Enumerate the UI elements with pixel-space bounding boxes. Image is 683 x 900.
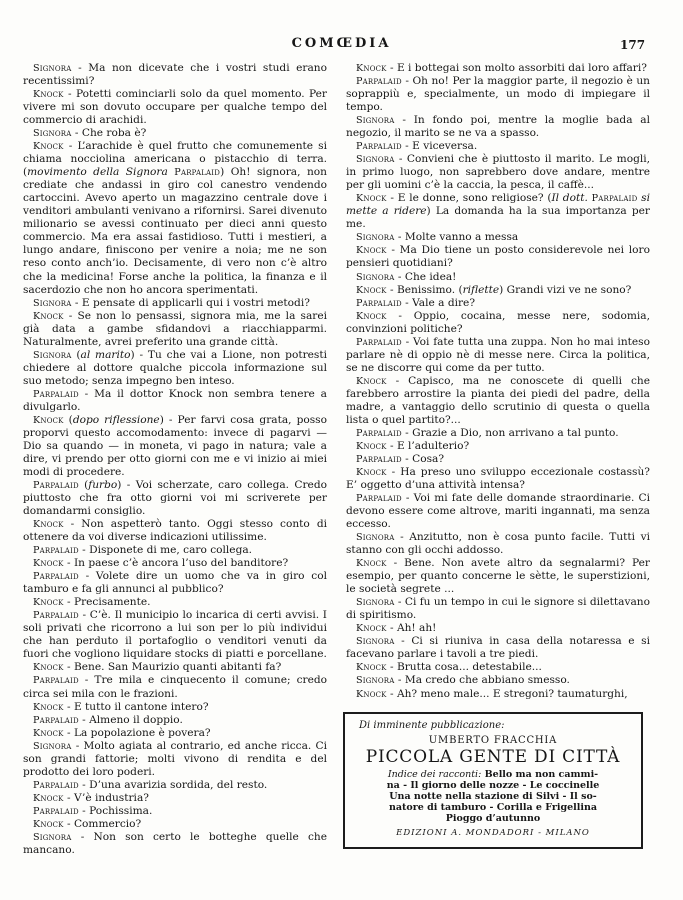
speaker-name: Parpalaid (33, 675, 79, 687)
stage-direction: riflette (462, 283, 500, 296)
dialogue-text: - Volete dire un uomo che va in giro col tamburo e fa gli annunci al pubblico? (23, 570, 327, 596)
speaker-name: Signora (356, 597, 395, 609)
speaker-name: Signora (356, 232, 395, 244)
dialogue-text: ) La domanda ha la sua importanza per me. (346, 205, 650, 231)
dialogue-text: ) - Tu che vai a Lione, non potresti chiedere al dottore qualche piccola informazione sul suo metodo; senza impegno ben inteso. (23, 348, 327, 387)
dialogue-text: - Che idea! (394, 270, 457, 283)
dialogue-text: - Ah! ah! (386, 622, 437, 635)
dialogue-text: - Non son certo le botteghe quelle che mancano. (23, 830, 327, 856)
dialogue-paragraph (346, 622, 650, 635)
speaker-name: Knock (33, 792, 64, 804)
speaker-name: Knock (356, 623, 387, 635)
ad-publisher: EDIZIONI A. MONDADORI - MILANO (396, 828, 590, 838)
dialogue-paragraph (346, 635, 650, 661)
dialogue-text: - Anzitutto, non è cosa punto facile. Tutti vi stanno con gli occhi addosso. (346, 531, 650, 557)
speaker-name: Knock (33, 727, 64, 739)
dialogue-paragraph (23, 727, 327, 740)
dialogue-text: - Potetti cominciarli solo da quel momento. Per vivere mi son dovuto occupare per qualche tempo del commercio di arachidi. (23, 88, 327, 127)
speaker-name: Parpalaid (33, 545, 79, 557)
dialogue-text: - Non aspetterò tanto. Oggi stesso conto di ottenere da voi diverse indicazioni utilissime. (23, 518, 327, 544)
stage-direction: Il dott. (551, 192, 592, 205)
dialogue-text: ( (71, 348, 81, 361)
speaker-name: Parpalaid (356, 493, 402, 505)
dialogue-paragraph (346, 440, 650, 453)
dialogue-text: - Convieni che è piuttosto il marito. Le mogli, in primo luogo, non saprebbero dove andare, mentre per gli uomini c’è la caccia, la pesca, il caffè... (346, 153, 650, 192)
dialogue-text: - Molte vanno a messa (394, 231, 519, 244)
speaker-name: Knock (33, 519, 64, 531)
speaker-name: Signora (33, 128, 72, 140)
speaker-name: Parpalaid (356, 76, 402, 88)
dialogue-text: - Pochissima. (78, 804, 153, 817)
dialogue-text: ) Oh! signora, non crediate che andassi in giro col canestro vendendo cartoccini. Avevo aperto un magazzino centrale dove i venditori ambulanti venivano a rifornirsi. Sarei divenuto milionario se avessi continuato per dieci anni questo commercio. Ma era assai fastidioso. Tutti i mestieri, a lungo andare, finiscono per venire a noia; me ne son reso conto anch’io. Decisamente, di vero non c’è altro che la medicina! Forse anche la politica, la finanza e il sacerdozio che non ho ancora sperimentati. (23, 166, 327, 296)
speaker-name: Knock (356, 375, 387, 387)
dialogue-text: - Voi mi fate delle domande straordinarie. Ci devono essere come altrove, mariti ingannati, ma senza eccesso. (346, 492, 650, 531)
dialogue-paragraph (346, 492, 650, 531)
dialogue-paragraph (23, 714, 327, 727)
dialogue-text: - Oppio, cocaina, messe nere, sodomia, convinzioni politiche? (346, 309, 650, 335)
dialogue-paragraph (346, 336, 650, 375)
speaker-name: Signora (356, 115, 395, 127)
dialogue-text: - Voi fate tutta una zuppa. Non ho mai inteso parlare nè di oppio nè di messe nere. Circa la politica, se ne discorre qui come da per tutto. (346, 335, 650, 374)
dialogue-paragraph (23, 388, 327, 414)
dialogue-text: - Ci si riuniva in casa della notaressa e si facevano parlare i tavoli a tre piedi. (346, 635, 650, 661)
dialogue-text: - La popolazione è povera? (63, 726, 211, 739)
ad-author: UMBERTO FRACCHIA (428, 735, 558, 746)
dialogue-text: - V’è industria? (63, 791, 149, 804)
dialogue-paragraph (23, 779, 327, 792)
speaker-name: Parpalaid (33, 388, 79, 400)
dialogue-text: - Bene. San Maurizio quanti abitanti fa? (63, 661, 282, 674)
dialogue-paragraph (23, 661, 327, 674)
dialogue-text: - Ci fu un tempo in cui le signore si dilettavano di spiritismo. (346, 596, 650, 622)
dialogue-paragraph (346, 466, 650, 492)
dialogue-paragraph (23, 792, 327, 805)
ad-contents-label: Indice dei racconti: (387, 769, 482, 780)
dialogue-paragraph (23, 310, 327, 349)
dialogue-text: - E l’adulterio? (386, 439, 470, 452)
dialogue-text: - Capisco, ma ne conoscete di quelli che farebbero arrostire la pianta dei piedi del padre, della madre, a vantaggio dello scrutinio di questa o quella lista o quel partito?... (346, 374, 650, 426)
dialogue-paragraph (346, 75, 650, 114)
ad-contents-text: Bello ma non cammi- (484, 769, 599, 780)
dialogue-paragraph (346, 674, 650, 687)
dialogue-text: - E pensate di applicarli qui i vostri metodi? (71, 296, 310, 309)
dialogue-paragraph (346, 284, 650, 297)
dialogue-paragraph (346, 557, 650, 596)
speaker-name: Parpalaid (33, 805, 79, 817)
speaker-name: Knock (33, 141, 64, 153)
dialogue-text: - Commercio? (63, 817, 142, 830)
dialogue-paragraph (23, 570, 327, 596)
dialogue-paragraph (346, 453, 650, 466)
dialogue-text: - Molto agiata al contrario, ed anche ricca. Ci son grandi fattorie; molti vivono di rendita e del prodotto dei loro poderi. (23, 739, 327, 778)
dialogue-paragraph (23, 596, 327, 609)
dialogue-paragraph (23, 831, 327, 857)
speaker-name: Parpalaid (356, 427, 402, 439)
dialogue-text: - In paese c’è ancora l’uso del banditore? (63, 557, 289, 570)
speaker-name: Knock (356, 284, 387, 296)
dialogue-text: - Benissimo. ( (386, 283, 463, 296)
dialogue-text: - Ma credo che abbiano smesso. (394, 674, 570, 687)
speaker-name: Parpalaid (174, 167, 221, 179)
dialogue-text: - E tutto il cantone intero? (63, 700, 209, 713)
dialogue-paragraph (23, 544, 327, 557)
speaker-name: Knock (33, 89, 64, 101)
speaker-name: Signora (33, 63, 72, 74)
speaker-name: Knock (356, 310, 387, 322)
speaker-name: Knock (356, 466, 387, 478)
dialogue-text: - Bene. Non avete altro da segnalarmi? Per esempio, per quanto concerne le sètte, le superstizioni, le società segrete ... (346, 557, 650, 596)
ad-contents (345, 769, 641, 824)
speaker-name: Knock (33, 558, 64, 570)
dialogue-paragraph (346, 661, 650, 674)
speaker-name: Parpalaid (591, 193, 638, 205)
ad-contents-line: na - Il giorno delle nozze - Le coccinelle (386, 780, 600, 791)
stage-direction: dopo riflessione (72, 413, 160, 426)
dialogue-paragraph (346, 310, 650, 336)
dialogue-paragraph (346, 244, 650, 270)
dialogue-text: - Ha preso uno sviluppo eccezionale costassù? E’ oggetto d’una attività intensa? (346, 465, 650, 491)
dialogue-text: - Grazie a Dio, non arrivano a tal punto. (401, 426, 619, 439)
advertisement-box (343, 712, 643, 849)
speaker-name: Parpalaid (33, 779, 79, 791)
ad-contents-line: natore di tamburo - Corilla e Frigellina (388, 802, 598, 813)
dialogue-paragraph (23, 414, 327, 479)
dialogue-paragraph (346, 114, 650, 140)
ad-intro: Di imminente pubblicazione: (359, 720, 505, 731)
speaker-name: Knock (356, 688, 387, 700)
speaker-name: Signora (356, 271, 395, 283)
dialogue-text: - Precisamente. (63, 596, 151, 609)
dialogue-text: - Disponete di me, caro collega. (78, 544, 253, 557)
stage-direction: movimento della Signora (27, 166, 175, 179)
ad-book-title: PICCOLA GENTE DI CITTÀ (365, 747, 621, 767)
speaker-name: Signora (356, 636, 395, 648)
dialogue-paragraph (23, 88, 327, 127)
speaker-name: Knock (356, 193, 387, 205)
speaker-name: Signora (33, 297, 72, 309)
dialogue-text: - Se non lo pensassi, signora mia, me la sarei già data a gambe sfidandovi a riacchiapparmi. Naturalmente, avrei preferito una grande città. (23, 309, 327, 348)
speaker-name: Knock (356, 63, 387, 74)
dialogue-text: ) Grandi vizi ve ne sono? (499, 283, 632, 296)
dialogue-paragraph (346, 62, 650, 75)
dialogue-paragraph (346, 688, 650, 701)
speaker-name: Parpalaid (33, 480, 79, 491)
dialogue-paragraph (23, 818, 327, 831)
dialogue-text: - C’è. Il municipio lo incarica di certi avvisi. I soli privati che ricorrono a lui son per lo più individui che han perduto il portafoglio o venditori venuti da fuori che vogliono liquidare stocks di piatti e porcellane. (23, 609, 327, 661)
dialogue-text: - Cosa? (401, 452, 445, 465)
dialogue-text: - Brutta cosa... detestabile... (386, 661, 542, 674)
speaker-name: Signora (356, 532, 395, 544)
speaker-name: Knock (356, 558, 387, 570)
dialogue-paragraph (346, 596, 650, 622)
dialogue-paragraph (23, 140, 327, 296)
speaker-name: Signora (356, 675, 395, 687)
speaker-name: Knock (356, 662, 387, 674)
dialogue-text: - E i bottegai son molto assorbiti dai loro affari? (386, 62, 647, 74)
ad-contents-line: Una notte nella stazione di Silvi - Il so- (389, 791, 597, 802)
speaker-name: Parpalaid (33, 610, 79, 622)
speaker-name: Signora (356, 154, 395, 166)
dialogue-paragraph (23, 805, 327, 818)
dialogue-text: - Ma non dicevate che i vostri studi erano recentissimi? (23, 62, 327, 88)
dialogue-text: ) - Per farvi cosa grata, posso proporvi questo accomodamento: invece di pagarvi — Dio sa quando — in moneta, vi pago in natura; vale a dire, vi prendo per otto giorni con me e vi inizio ai miei modi di procedere. (23, 413, 327, 478)
speaker-name: Knock (33, 701, 64, 713)
dialogue-paragraph (23, 518, 327, 544)
dialogue-text: ( (63, 413, 73, 426)
dialogue-text: - L’arachide è quel frutto che comunemente si chiama nocciolina americana o pistacchio di terra. ( (23, 140, 327, 179)
page-number: 177 (620, 38, 646, 52)
speaker-name: Parpalaid (33, 714, 79, 726)
speaker-name: Knock (33, 310, 64, 322)
dialogue-text: - Ma Dio tiene un posto considerevole nei loro pensieri quotidiani? (346, 244, 650, 270)
dialogue-paragraph (346, 231, 650, 244)
dialogue-paragraph (23, 740, 327, 779)
stage-direction: furbo (88, 479, 118, 491)
speaker-name: Parpalaid (356, 297, 402, 309)
speaker-name: Knock (33, 818, 64, 830)
dialogue-text: - Oh no! Per la maggior parte, il negozio è un soprappiù e, specialmente, un modo di impiegare il tempo. (346, 75, 650, 114)
dialogue-text: - Ah? meno male... E stregoni? taumaturghi, (386, 687, 628, 700)
journal-title: COMŒDIA (291, 36, 392, 51)
speaker-name: Knock (33, 597, 64, 609)
speaker-name: Parpalaid (356, 141, 402, 153)
speaker-name: Knock (356, 440, 387, 452)
speaker-name: Knock (33, 662, 64, 674)
speaker-name: Parpalaid (356, 453, 402, 465)
dialogue-paragraph (23, 557, 327, 570)
dialogue-paragraph (346, 140, 650, 153)
ad-contents-line: Pioggo d’autunno (445, 813, 541, 824)
dialogue-text: - Vale a dire? (401, 296, 475, 309)
speaker-name: Knock (356, 245, 387, 257)
dialogue-text: ( (78, 479, 89, 491)
speaker-name: Signora (33, 831, 72, 843)
dialogue-paragraph (23, 297, 327, 310)
left-text-column (23, 62, 327, 857)
dialogue-paragraph (346, 297, 650, 310)
dialogue-paragraph (346, 192, 650, 231)
dialogue-text: ) - Voi scherzate, caro collega. Credo piuttosto che fra otto giorni voi mi scriverete per domandarmi consiglio. (23, 479, 327, 518)
dialogue-text: - Che roba è? (71, 127, 147, 140)
stage-direction: si mette a ridere (346, 192, 650, 218)
dialogue-paragraph (23, 674, 327, 700)
dialogue-paragraph (346, 153, 650, 192)
dialogue-paragraph (346, 271, 650, 284)
dialogue-paragraph (346, 375, 650, 427)
dialogue-paragraph (23, 701, 327, 714)
dialogue-text: - Tre mila e cinquecento il comune; credo circa sei mila con le frazioni. (23, 674, 327, 700)
dialogue-text: - In fondo poi, mentre la moglie bada al negozio, il marito se ne va a spasso. (346, 114, 650, 140)
dialogue-paragraph (23, 479, 327, 518)
stage-direction: al marito (80, 348, 131, 361)
right-text-column (346, 62, 650, 701)
dialogue-text: - D’una avarizia sordida, del resto. (78, 778, 268, 791)
dialogue-text: - E le donne, sono religiose? ( (386, 192, 552, 205)
dialogue-paragraph (346, 427, 650, 440)
speaker-name: Parpalaid (356, 336, 402, 348)
dialogue-paragraph (23, 609, 327, 661)
dialogue-paragraph (23, 349, 327, 388)
speaker-name: Parpalaid (33, 571, 79, 583)
speaker-name: Signora (33, 740, 72, 752)
dialogue-text: - Almeno il doppio. (78, 713, 183, 726)
dialogue-paragraph (346, 531, 650, 557)
dialogue-text: - Ma il dottor Knock non sembra tenere a divulgarlo. (23, 387, 327, 413)
ad-contents-line (345, 769, 641, 780)
dialogue-text: - E viceversa. (401, 140, 478, 153)
dialogue-paragraph (23, 127, 327, 140)
speaker-name: Knock (33, 414, 64, 426)
speaker-name: Signora (33, 349, 72, 361)
dialogue-paragraph (23, 62, 327, 88)
